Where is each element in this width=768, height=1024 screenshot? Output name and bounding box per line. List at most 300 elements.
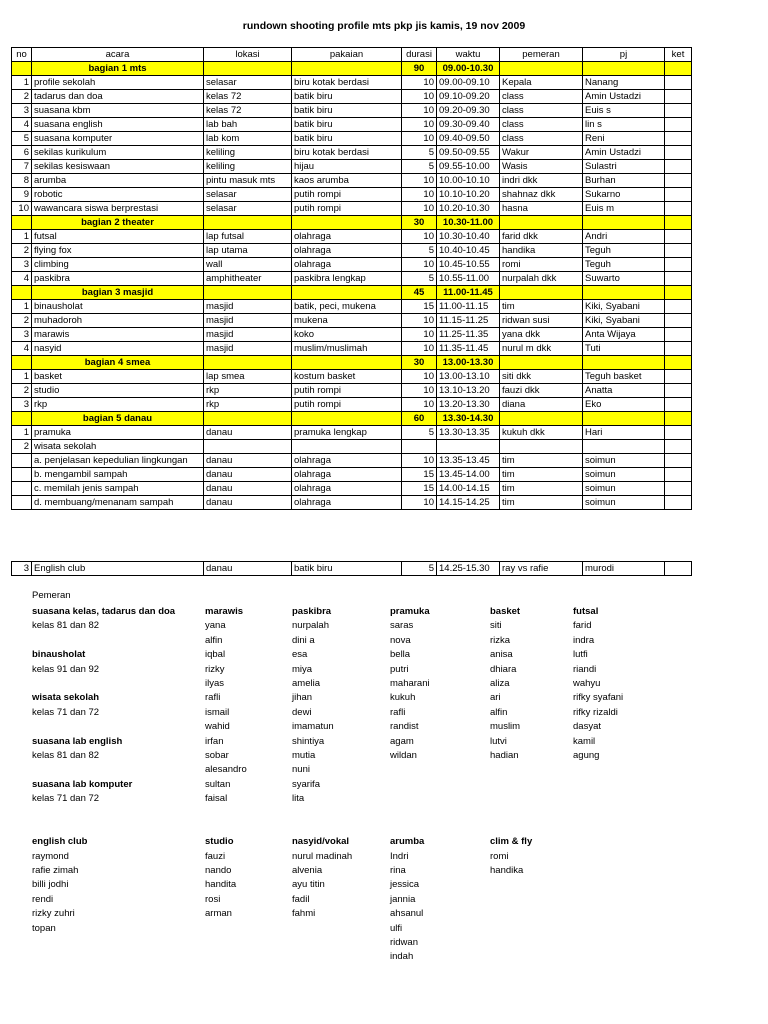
section-cell	[665, 412, 692, 426]
cell-ket	[665, 398, 692, 412]
cell-durasi: 15	[402, 300, 437, 314]
table-row	[12, 244, 692, 258]
cell-pakaian: batik biru	[292, 562, 402, 576]
cell-lokasi: rkp	[204, 398, 292, 412]
cell-durasi: 5	[402, 160, 437, 174]
section-cell	[292, 286, 402, 300]
table-row	[12, 104, 692, 118]
cast-member: shintiya	[292, 735, 325, 747]
cell-pemeran: nurul m dkk	[500, 342, 583, 356]
cell-pj: Suwarto	[583, 272, 665, 286]
cast-member: farid	[573, 620, 592, 632]
cell-pj: soimun	[583, 482, 665, 496]
cell-no: 1	[12, 426, 32, 440]
cell-no	[12, 482, 32, 496]
cell-acara: futsal	[32, 230, 204, 244]
cell-acara: pramuka	[32, 426, 204, 440]
section-cell	[583, 62, 665, 76]
cell-lokasi: danau	[204, 496, 292, 510]
cast-member: randist	[390, 721, 419, 733]
cell-acara: climbing	[32, 258, 204, 272]
cast-member: agung	[573, 749, 600, 761]
cast-member: rina	[390, 865, 406, 877]
section-cell	[500, 286, 583, 300]
cast-member: riandi	[573, 663, 597, 675]
cell-pemeran: romi	[500, 258, 583, 272]
cast-member: agam	[390, 735, 414, 747]
cell-pj: Amin Ustadzi	[583, 146, 665, 160]
cast-member: kamil	[573, 735, 596, 747]
cell-acara: c. memilah jenis sampah	[32, 482, 204, 496]
table-row	[12, 174, 692, 188]
cell-waktu: 09.30-09.40	[437, 118, 500, 132]
cell-waktu: 13.30-13.35	[437, 426, 500, 440]
cell-acara: wisata sekolah	[32, 440, 204, 454]
cell-pj: Euis s	[583, 104, 665, 118]
cast-group-heading: paskibra	[292, 606, 332, 617]
cell-waktu: 10.40-10.45	[437, 244, 500, 258]
section-cell	[665, 216, 692, 230]
section-name: bagian 3 masjid	[32, 286, 204, 300]
cell-acara: paskibra	[32, 272, 204, 286]
cell-durasi: 5	[402, 426, 437, 440]
cell-pj: Burhan	[583, 174, 665, 188]
cast-member: nurpalah	[292, 620, 329, 632]
cell-pakaian: mukena	[292, 314, 402, 328]
cell-acara: nasyid	[32, 342, 204, 356]
cell-pemeran: Wakur	[500, 146, 583, 160]
cell-acara: rkp	[32, 398, 204, 412]
cell-durasi: 10	[402, 90, 437, 104]
section-cell	[12, 62, 32, 76]
cast-member: raymond	[32, 850, 69, 862]
section-cell	[583, 216, 665, 230]
cell-durasi: 10	[402, 370, 437, 384]
cell-pemeran: farid dkk	[500, 230, 583, 244]
cell-acara: basket	[32, 370, 204, 384]
cell-pj: Andri	[583, 230, 665, 244]
cell-pj: soimun	[583, 496, 665, 510]
header-acara: acara	[32, 48, 204, 62]
cell-pakaian: batik, peci, mukena	[292, 300, 402, 314]
cast-member: rafie zimah	[32, 865, 79, 877]
cast-column	[573, 605, 693, 763]
section-cell	[12, 412, 32, 426]
cast-member: rizka	[490, 634, 511, 646]
table-row	[12, 314, 692, 328]
cell-pakaian: kaos arumba	[292, 174, 402, 188]
header-no: no	[12, 48, 32, 62]
section-cell	[204, 216, 292, 230]
cell-no: 3	[12, 104, 32, 118]
cell-no: 3	[12, 258, 32, 272]
cast-member: indah	[390, 951, 414, 963]
cast-member	[32, 806, 152, 820]
cast-member: muslim	[490, 721, 521, 733]
cell-acara: suasana komputer	[32, 132, 204, 146]
header-waktu: waktu	[437, 48, 500, 62]
cell-pakaian: putih rompi	[292, 188, 402, 202]
cell-acara: studio	[32, 384, 204, 398]
cast-member	[32, 634, 152, 648]
cell-pemeran: tim	[500, 300, 583, 314]
cell-durasi: 10	[402, 230, 437, 244]
cell-pj: Teguh basket	[583, 370, 665, 384]
cell-pemeran: class	[500, 104, 583, 118]
cast-member: lita	[292, 793, 305, 805]
cell-durasi: 10	[402, 314, 437, 328]
cell-waktu: 11.00-11.15	[437, 300, 500, 314]
cell-pemeran: hasna	[500, 202, 583, 216]
cell-lokasi: lap utama	[204, 244, 292, 258]
cell-no: 3	[12, 398, 32, 412]
table-row	[12, 398, 692, 412]
table-row	[12, 258, 692, 272]
cast-member: alfin	[490, 706, 508, 718]
cell-acara: English club	[32, 562, 204, 576]
cell-lokasi: lap futsal	[204, 230, 292, 244]
section-duration: 90	[402, 62, 437, 76]
cell-pakaian: biru kotak berdasi	[292, 146, 402, 160]
cell-lokasi: lab bah	[204, 118, 292, 132]
cell-pemeran: kukuh dkk	[500, 426, 583, 440]
cast-member: handika	[490, 865, 524, 877]
cell-ket	[665, 314, 692, 328]
cast-member: rizky	[205, 663, 225, 675]
cell-pj: murodi	[583, 562, 665, 576]
cast-member: ulfi	[390, 922, 403, 934]
table-row	[12, 90, 692, 104]
cell-pemeran: shahnaz dkk	[500, 188, 583, 202]
english-club-table	[11, 561, 692, 576]
cell-durasi: 10	[402, 188, 437, 202]
cell-lokasi: rkp	[204, 384, 292, 398]
cell-pemeran: nurpalah dkk	[500, 272, 583, 286]
cell-pakaian: olahraga	[292, 496, 402, 510]
cast-member: alesandro	[205, 764, 247, 776]
cast-member: jannia	[390, 893, 416, 905]
cell-pakaian: biru kotak berdasi	[292, 76, 402, 90]
cell-pemeran: handika	[500, 244, 583, 258]
cast-heading: Pemeran	[32, 590, 71, 601]
cell-pj: Nanang	[583, 76, 665, 90]
cell-acara: a. penjelasan kepedulian lingkungan	[32, 454, 204, 468]
cell-no: 6	[12, 146, 32, 160]
cell-pj: Kiki, Syabani	[583, 300, 665, 314]
cell-pakaian: olahraga	[292, 468, 402, 482]
cell-waktu: 09.20-09.30	[437, 104, 500, 118]
cell-durasi: 10	[402, 104, 437, 118]
cast-group-heading: suasana lab komputer	[32, 778, 133, 790]
cast-member: lutvi	[490, 735, 507, 747]
cell-pemeran: ray vs rafie	[500, 562, 583, 576]
cell-acara: muhadoroh	[32, 314, 204, 328]
cell-pj: Hari	[583, 426, 665, 440]
section-time: 10.30-11.00	[437, 216, 500, 230]
cell-acara: profile sekolah	[32, 76, 204, 90]
cell-durasi: 10	[402, 76, 437, 90]
cell-lokasi: danau	[204, 482, 292, 496]
cast-member: mutia	[292, 749, 316, 761]
cell-pj: Reni	[583, 132, 665, 146]
cast-member	[490, 778, 610, 792]
cell-pakaian: pramuka lengkap	[292, 426, 402, 440]
cell-waktu: 11.25-11.35	[437, 328, 500, 342]
section-cell	[583, 412, 665, 426]
cast-member: ilyas	[205, 677, 225, 689]
cell-lokasi: kelas 72	[204, 90, 292, 104]
cell-no: 2	[12, 244, 32, 258]
cell-no: 8	[12, 174, 32, 188]
cell-waktu: 10.30-10.40	[437, 230, 500, 244]
cell-acara: marawis	[32, 328, 204, 342]
cell-acara: tadarus dan doa	[32, 90, 204, 104]
cell-pakaian: hijau	[292, 160, 402, 174]
cast-member	[490, 792, 610, 806]
table-row	[12, 342, 692, 356]
cell-acara: d. membuang/menanam sampah	[32, 496, 204, 510]
cast-member: rosi	[205, 893, 221, 905]
cell-ket	[665, 146, 692, 160]
cast-member: ridwan	[390, 936, 418, 948]
cell-pj: Kiki, Syabani	[583, 314, 665, 328]
cell-pakaian: olahraga	[292, 482, 402, 496]
cast-member: romi	[490, 850, 509, 862]
cell-waktu: 09.00-09.10	[437, 76, 500, 90]
table-row	[12, 230, 692, 244]
cell-waktu: 10.00-10.10	[437, 174, 500, 188]
section-cell	[665, 62, 692, 76]
section-cell	[204, 286, 292, 300]
cast-member: billi jodhi	[32, 879, 69, 891]
cast-member: esa	[292, 649, 308, 661]
cell-durasi: 5	[402, 146, 437, 160]
cast-member: kelas 71 dan 72	[32, 793, 100, 805]
cell-ket	[665, 132, 692, 146]
cast-member: wahid	[205, 721, 230, 733]
cell-lokasi: lab kom	[204, 132, 292, 146]
cell-pj: Sulastri	[583, 160, 665, 174]
cell-pj: Amin Ustadzi	[583, 90, 665, 104]
table-row	[12, 300, 692, 314]
cast-group-heading: basket	[490, 606, 521, 617]
cell-pakaian	[292, 440, 402, 454]
cast-member: alvenia	[292, 865, 323, 877]
cell-ket	[665, 160, 692, 174]
cell-no: 4	[12, 272, 32, 286]
cell-pemeran: Kepala	[500, 76, 583, 90]
cell-ket	[665, 258, 692, 272]
cell-ket	[665, 104, 692, 118]
header-ket: ket	[665, 48, 692, 62]
table-row	[12, 272, 692, 286]
cast-member: nurul madinah	[292, 850, 353, 862]
cell-acara: wawancara siswa berprestasi	[32, 202, 204, 216]
header-pj: pj	[583, 48, 665, 62]
cast-member: ismail	[205, 706, 230, 718]
cast-member: nando	[205, 865, 232, 877]
cell-lokasi: amphitheater	[204, 272, 292, 286]
cell-pj: Sukarno	[583, 188, 665, 202]
cast-member: siti	[490, 620, 502, 632]
cell-pakaian: batik biru	[292, 90, 402, 104]
cell-lokasi: wall	[204, 258, 292, 272]
cell-pakaian: olahraga	[292, 454, 402, 468]
cell-acara: flying fox	[32, 244, 204, 258]
section-cell	[204, 62, 292, 76]
cast-member: hadian	[490, 749, 519, 761]
cast-member: rifky rizaldi	[573, 706, 618, 718]
cast-member: nova	[390, 634, 411, 646]
cell-no: 5	[12, 132, 32, 146]
cast-member: kelas 71 dan 72	[32, 706, 100, 718]
cell-ket	[665, 482, 692, 496]
cell-no	[12, 496, 32, 510]
cell-pakaian: batik biru	[292, 104, 402, 118]
cell-pakaian: muslim/muslimah	[292, 342, 402, 356]
cell-lokasi: masjid	[204, 342, 292, 356]
cast-member: wildan	[390, 749, 417, 761]
table-row	[12, 328, 692, 342]
cast-member: handita	[205, 879, 237, 891]
cell-lokasi: danau	[204, 426, 292, 440]
cell-pj: Tuti	[583, 342, 665, 356]
cell-pakaian: putih rompi	[292, 384, 402, 398]
table-row	[12, 454, 692, 468]
table-row	[12, 202, 692, 216]
cell-ket	[665, 118, 692, 132]
cell-acara: arumba	[32, 174, 204, 188]
header-pemeran: pemeran	[500, 48, 583, 62]
cell-acara: sekilas kesiswaan	[32, 160, 204, 174]
cell-no: 3	[12, 562, 32, 576]
cast-member	[32, 821, 152, 835]
cell-no	[12, 454, 32, 468]
cast-member: indra	[573, 634, 595, 646]
section-name: bagian 5 danau	[32, 412, 204, 426]
cell-ket	[665, 468, 692, 482]
cast-group-heading: studio	[205, 836, 234, 848]
cell-no: 10	[12, 202, 32, 216]
cast-group-heading: futsal	[573, 606, 599, 617]
cell-waktu: 10.45-10.55	[437, 258, 500, 272]
cast-member: jihan	[292, 692, 313, 704]
cell-lokasi: danau	[204, 562, 292, 576]
cell-pj	[583, 440, 665, 454]
cell-pakaian: putih rompi	[292, 398, 402, 412]
cell-durasi: 10	[402, 342, 437, 356]
cell-ket	[665, 90, 692, 104]
cell-pj: Euis m	[583, 202, 665, 216]
cast-member: imamatun	[292, 721, 334, 733]
section-time: 11.00-11.45	[437, 286, 500, 300]
section-cell	[204, 412, 292, 426]
cell-ket	[665, 562, 692, 576]
header-durasi: durasi	[402, 48, 437, 62]
cell-pakaian: batik biru	[292, 132, 402, 146]
section-cell	[12, 216, 32, 230]
cell-durasi: 15	[402, 468, 437, 482]
section-cell	[665, 286, 692, 300]
cell-lokasi	[204, 440, 292, 454]
cell-lokasi: danau	[204, 468, 292, 482]
cast-group-heading: clim & fly	[490, 836, 533, 848]
section-name: bagian 2 theater	[32, 216, 204, 230]
section-duration: 60	[402, 412, 437, 426]
cell-lokasi: keliling	[204, 160, 292, 174]
cast-member: iqbal	[205, 649, 226, 661]
cast-member	[32, 720, 152, 734]
cell-durasi: 10	[402, 132, 437, 146]
cast-member: bella	[390, 649, 411, 661]
cell-lokasi: selasar	[204, 188, 292, 202]
section-name: bagian 1 mts	[32, 62, 204, 76]
cast-member: lutfi	[573, 649, 588, 661]
cast-member: syarifa	[292, 778, 320, 790]
cell-no: 7	[12, 160, 32, 174]
cast-member: alfin	[205, 634, 223, 646]
cell-durasi	[402, 440, 437, 454]
cell-ket	[665, 426, 692, 440]
cast-member: fauzi	[205, 850, 226, 862]
cell-no: 2	[12, 440, 32, 454]
cast-member: dewi	[292, 706, 312, 718]
cast-member: amelia	[292, 677, 320, 689]
cell-ket	[665, 272, 692, 286]
cast-member: fahmi	[292, 908, 316, 920]
cell-pakaian: olahraga	[292, 258, 402, 272]
cell-waktu: 10.10-10.20	[437, 188, 500, 202]
section-time: 09.00-10.30	[437, 62, 500, 76]
section-time: 13.00-13.30	[437, 356, 500, 370]
cell-pemeran: class	[500, 132, 583, 146]
section-cell	[583, 286, 665, 300]
table-row	[12, 188, 692, 202]
cell-no: 3	[12, 328, 32, 342]
cast-member	[490, 806, 610, 820]
cell-ket	[665, 342, 692, 356]
cast-member: dhiara	[490, 663, 517, 675]
section-cell	[292, 62, 402, 76]
cast-member: topan	[32, 922, 56, 934]
cell-no: 2	[12, 90, 32, 104]
cell-waktu: 13.20-13.30	[437, 398, 500, 412]
cast-group-heading: binausholat	[32, 649, 86, 661]
cell-waktu: 13.35-13.45	[437, 454, 500, 468]
cast-group-heading: marawis	[205, 606, 244, 617]
cell-no	[12, 468, 32, 482]
section-cell	[12, 356, 32, 370]
cell-no: 9	[12, 188, 32, 202]
section-cell	[204, 356, 292, 370]
cell-waktu: 13.00-13.10	[437, 370, 500, 384]
cast-member: irfan	[205, 735, 224, 747]
table-row	[12, 496, 692, 510]
cell-waktu: 09.55-10.00	[437, 160, 500, 174]
cast-member	[32, 677, 152, 691]
cell-lokasi: pintu masuk mts	[204, 174, 292, 188]
cell-pakaian: olahraga	[292, 244, 402, 258]
cell-waktu: 09.10-09.20	[437, 90, 500, 104]
cast-member: miya	[292, 663, 313, 675]
cell-pemeran: indri dkk	[500, 174, 583, 188]
cell-ket	[665, 300, 692, 314]
cell-pemeran: ridwan susi	[500, 314, 583, 328]
cast-member: ahsanul	[390, 908, 424, 920]
cast-member: Indri	[390, 850, 409, 862]
cell-no: 1	[12, 300, 32, 314]
section-cell	[583, 356, 665, 370]
